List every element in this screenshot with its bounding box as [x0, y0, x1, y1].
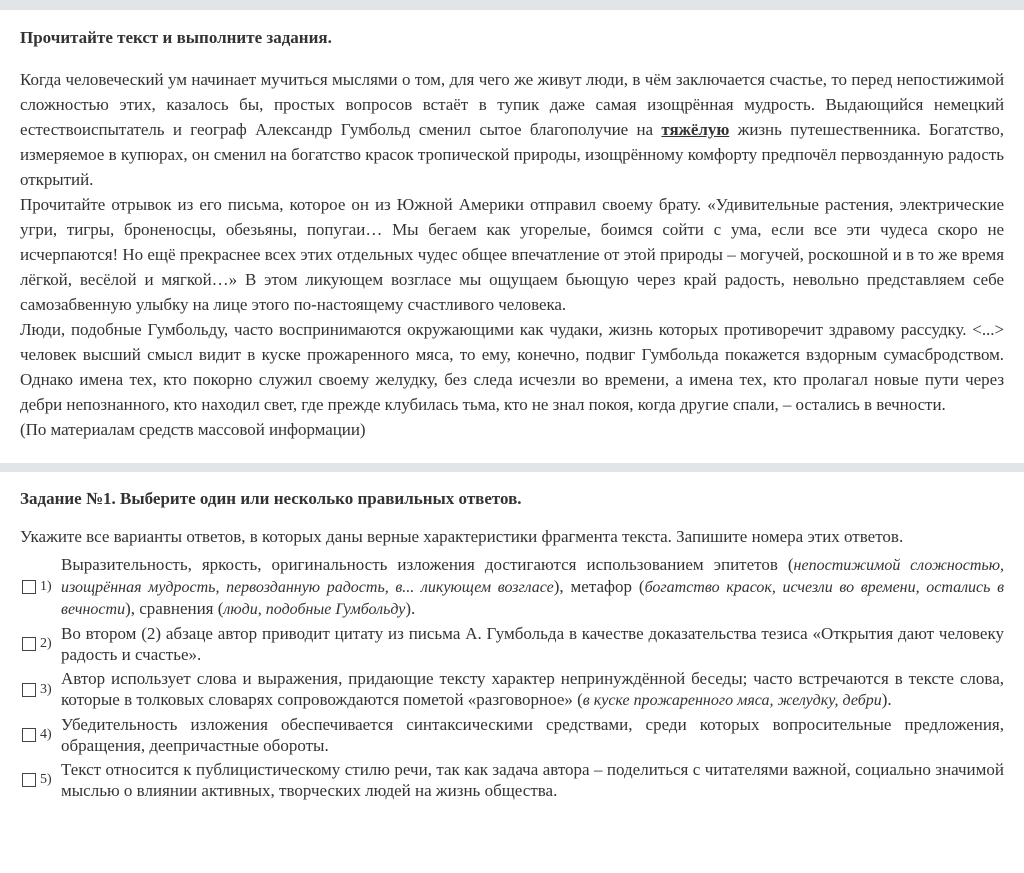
paragraph-3: Люди, подобные Гумбольду, часто воспринимаются окружающими как чудаки, жизнь которых противоречит здравому рассудку. <...> человек высший смысл видит в куске прожаренного мяса, то ему, конечно, подвиг Гумбольда покажется вздорным сумасбродством. Однако имена тех, кто покорно служил своему желудку, без следа исчезли во времени, а имена тех, кто пролагал новые пути через дебри непознанного, кто находил свет, где прежде клубилась тьма, кто не знал покоя, когда другие спали, – остались в вечности.	[20, 320, 1004, 414]
option-1-metaphors: богатство красок, исчезли во времени, остались в вечности	[61, 579, 1005, 618]
reading-text-section	[0, 10, 1024, 456]
option-5-number: 5)	[40, 772, 52, 787]
answer-option-5	[20, 759, 1004, 801]
option-2-number: 2)	[40, 636, 52, 651]
option-1-checkbox[interactable]	[22, 580, 36, 594]
task-title: Задание №1. Выберите один или несколько правильных ответов.	[20, 489, 522, 508]
paragraph-1-part-b: жизнь путешественника. Богатство, измеряемое в купюрах, он сменил на богатство красок тропической природы, изощрённому комфорту предпочёл первозданную радость открытий.	[20, 120, 1004, 189]
option-2-checkbox[interactable]	[22, 637, 36, 651]
option-1-text-part: ), сравнения (	[125, 599, 224, 618]
answer-option-2	[20, 623, 1004, 665]
paragraph-1-part-a: Когда человеческий ум начинает мучиться мыслями о том, для чего же живут люди, в чём заключается счастье, то перед непостижимой сложностью этих, казалось бы, простых вопросов встаёт в тупик даже самая изощрённая мудрость. Выдающийся немецкий естествоиспытатель и географ Александр Гумбольд сменил сытое благополучие на	[20, 70, 1004, 139]
option-1-text-part: Выразительность, яркость, оригинальность изложения достигаются использованием эпитетов (	[61, 555, 794, 574]
source-note: (По материалам средств массовой информации)	[20, 420, 366, 439]
task-instruction: Укажите все варианты ответов, в которых даны верные характеристики фрагмента текста. Запишите номера этих ответов.	[20, 527, 904, 546]
option-3-number: 3)	[40, 681, 52, 697]
option-4-checkbox[interactable]	[22, 728, 36, 742]
option-5-checkbox[interactable]	[22, 773, 36, 787]
option-5-text: Текст относится к публицистическому стилю речи, так как задача автора – поделиться с читателями важной, социально значимой мыслью о влиянии активных, творческих людей на жизнь общества.	[61, 760, 1004, 800]
emphasized-word: тяжёлую	[661, 120, 730, 139]
option-1-text-part: ), метафор (	[553, 577, 645, 596]
option-1-number: 1)	[40, 579, 52, 594]
option-4-text: Убедительность изложения обеспечивается синтаксическими средствами, среди которых вопросительные предложения, обращения, деепричастные обороты.	[61, 715, 1004, 755]
top-divider	[0, 0, 1024, 10]
answer-option-4	[20, 714, 1004, 756]
reading-heading: Прочитайте текст и выполните задания.	[20, 28, 332, 47]
option-1-text-part: ).	[405, 599, 416, 618]
answer-option-3	[20, 668, 1004, 711]
option-3-checkbox[interactable]	[22, 683, 36, 697]
answer-option-1	[20, 554, 1004, 620]
option-3-text-part: ).	[881, 690, 892, 709]
task-section	[0, 472, 1024, 801]
option-3-examples: в куске прожаренного мяса, желудку, дебри	[582, 692, 882, 709]
option-1-epithets: непостижимой сложностью, изощрённая мудрость, первозданную радость, в... ликующем возгласе	[61, 557, 1004, 596]
section-divider	[0, 463, 1024, 472]
paragraph-2: Прочитайте отрывок из его письма, которое он из Южной Америки отправил своему брату. «Удивительные растения, электрические угри, тигры, броненосцы, обезьяны, попугаи… Мы бегаем как угорелые, боимся сойти с ума, если все эти чудеса скоро не исчерпаются! Но ещё прекраснее всех этих отдельных чудес общее впечатление от этой природы – могучей, роскошной и в то же время лёгкой, весёлой и мягкой…» В этом ликующем возгласе мы ощущаем бьющую через край радость, невольно представляем себе самозабвенную улыбку на лице этого по-настоящему счастливого человека.	[20, 195, 1004, 314]
option-2-text: Во втором (2) абзаце автор приводит цитату из письма А. Гумбольда в качестве доказательства тезиса «Открытия дают человеку радость и счастье».	[61, 624, 1004, 664]
option-4-number: 4)	[40, 727, 52, 742]
option-3-text	[61, 668, 1004, 711]
option-3-text-part: Автор использует слова и выражения, придающие тексту характер непринуждённой беседы; часто встречаются в тексте слова, которые в толковых словарях сопровождаются пометой «разговорное» (	[61, 669, 1004, 709]
option-1-comparison: люди, подобные Гумбольду	[223, 601, 406, 618]
option-1-text	[61, 554, 1004, 620]
paragraph-1	[20, 67, 1004, 192]
